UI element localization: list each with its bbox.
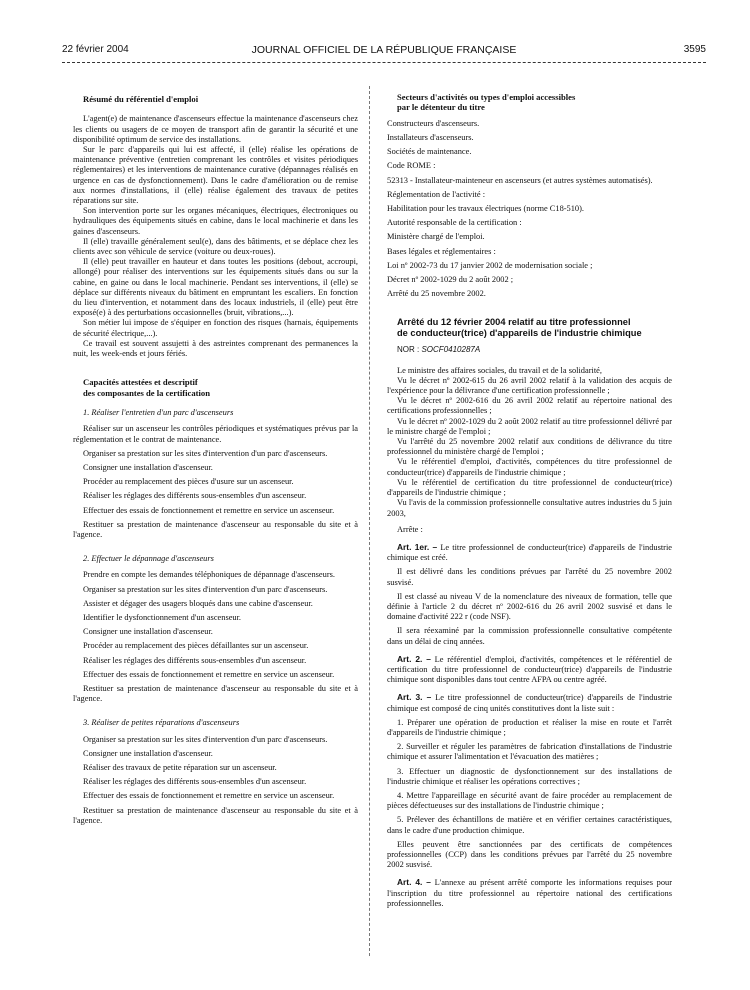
paragraph: Il sera réexaminé par la commission professionnelle consultative compétente dans un délai de cinq années. [387, 626, 672, 646]
article-4-text: L'annexe au présent arrêté comporte les informations requises pour l'inscription du titre professionnel au répertoire national des certifications professionnelles. [387, 878, 672, 908]
paragraph: Consigner une installation d'ascenseur. [83, 462, 213, 472]
article-2 [387, 654, 672, 686]
paragraph: Il (elle) peut travailler en hauteur et dans toutes les positions (debout, accroupi, allongé) pour réaliser des interventions sur les équipements situés dans ou sur la cabine, en gaine ou dans le local machinerie. Pendant ses interventions, il (elle) se déplace sur différents niveaux du bâtiment en empruntant les escaliers. En fonction du lieu d'intervention, et notamment dans des locaux industriels, il (elle) peut être exposé(e) à des perturbations occasionnelles (bruit, vibrations,...). [73, 257, 358, 318]
list-item: 5. Prélever des échantillons de matière et en vérifier certaines caractéristiques, dans le cadre d'une production chimique. [387, 815, 672, 835]
section-3-body [73, 735, 358, 826]
paragraph: Vu le référentiel de certification du titre professionnel de conducteur(trice) d'appareils de l'industrie chimique ; [387, 477, 672, 498]
arrete-word: Arrête : [397, 524, 423, 534]
article-1 [387, 542, 672, 563]
paragraph: Elles peuvent être sanctionnées par des certificats de compétences professionnelles (CCP) dans les conditions prévues par l'arrêté du 25 novembre 2002 susvisé. [387, 839, 672, 870]
paragraph: Réaliser les réglages des différents sous-ensembles d'un ascenseur. [83, 655, 307, 665]
paragraph: Effectuer des essais de fonctionnement et remettre en service un ascenseur. [83, 669, 335, 679]
section-2-title: 2. Effectuer le dépannage d'ascenseurs [83, 554, 214, 564]
list-line: Bases légales et réglementaires : [387, 246, 496, 256]
list-line: Installateurs d'ascenseurs. [387, 133, 474, 143]
capacites-title-line1: Capacités attestées et descriptif [83, 377, 198, 388]
nor-reference [387, 345, 672, 355]
paragraph: Vu l'avis de la commission professionnelle consultative autres industries du 5 juin 2003, [387, 498, 672, 518]
paragraph: Prendre en compte les demandes téléphoniques de dépannage d'ascenseurs. [83, 570, 335, 580]
list-line: Sociétés de maintenance. [387, 147, 472, 157]
paragraph: Réaliser les réglages des différents sous-ensembles d'un ascenseur. [83, 491, 307, 501]
nor-label: NOR : [397, 345, 420, 355]
list-line: Ministère chargé de l'emploi. [387, 232, 485, 242]
header-date: 22 février 2004 [62, 44, 129, 55]
capacites-title-line2: des composantes de la certification [83, 387, 210, 398]
secteurs-body [387, 119, 672, 300]
paragraph: Vu l'arrêté du 25 novembre 2002 relatif aux conditions de délivrance du titre professionnel du ministère chargé de l'emploi ; [387, 437, 672, 457]
right-column [387, 88, 672, 909]
article-3 [387, 692, 672, 713]
list-line: 52313 - Installateur-mainteneur en ascenseurs (et autres systèmes automatisés). [387, 175, 653, 185]
article-1-label: Art. 1er. – [397, 541, 438, 552]
paragraph: Le ministre des affaires sociales, du travail et de la solidarité, [397, 365, 602, 375]
paragraph: Son métier lui impose de s'équiper en fonction des risques (harnais, équipements de sécurité électrique,...). [73, 318, 358, 338]
arrete-title-line2: de conducteur(trice) d'appareils de l'industrie chimique [397, 328, 642, 339]
paragraph: Consigner une installation d'ascenseur. [83, 748, 213, 758]
article-4-label: Art. 4. – [397, 877, 431, 888]
section-1-body [73, 424, 358, 540]
paragraph: Vu le référentiel d'emploi, d'activités, compétences du titre professionnel de conducteur(trice) d'appareils de l'industrie chimique ; [387, 457, 672, 477]
paragraph: Réaliser des travaux de petite réparation sur un ascenseur. [83, 762, 277, 772]
left-column [73, 88, 358, 826]
paragraph: Effectuer des essais de fonctionnement et remettre en service un ascenseur. [83, 791, 335, 801]
article-2-text: Le référentiel d'emploi, d'activités, compétences et le référentiel de certification du titre professionnel de conducteur(trice) d'appareils de l'industrie chimique sont disponibles dans tout centre AFPA ou centre agréé. [387, 654, 672, 685]
paragraph: Restituer sa prestation de maintenance d'ascenseur au responsable du site et à l'agence. [73, 519, 358, 539]
paragraph: Restituer sa prestation de maintenance d'ascenseur au responsable du site et à l'agence. [73, 805, 358, 825]
arrete-title-line1: Arrêté du 12 février 2004 relatif au titre professionnel [397, 317, 631, 328]
paragraph: Procéder au remplacement des pièces défaillantes sur un ascenseur. [83, 641, 309, 651]
paragraph: Vu le décret nº 2002-1029 du 2 août 2002 relatif au titre professionnel délivré par le ministre chargé de l'emploi ; [387, 416, 672, 436]
paragraph: Procéder au remplacement des pièces d'usure sur un ascenseur. [83, 477, 294, 487]
list-item: 3. Effectuer un diagnostic de dysfonctionnement sur des installations de l'industrie chimique et réaliser les opérations correctives ; [387, 766, 672, 786]
paragraph: Effectuer des essais de fonctionnement et remettre en service un ascenseur. [83, 505, 335, 515]
paragraph: Restituer sa prestation de maintenance d'ascenseur au responsable du site et à l'agence. [73, 683, 358, 704]
paragraph: Ce travail est souvent assujetti à des astreintes comprenant des permanences la nuit, les week-ends et jours fériés. [73, 338, 358, 359]
paragraph: Identifier le dysfonctionnement d'un ascenseur. [83, 612, 242, 622]
paragraph: Organiser sa prestation sur les sites d'intervention d'un parc d'ascenseurs. [83, 734, 328, 744]
list-item: 1. Préparer une opération de production et réaliser la mise en route et l'arrêt d'appareils de l'industrie chimique ; [387, 717, 672, 737]
article-3-text: Le titre professionnel de conducteur(trice) d'appareils de l'industrie chimique est composé de cinq unités constitutives dont la liste suit : [387, 693, 673, 713]
paragraph: Son intervention porte sur les organes mécaniques, électriques, électroniques ou hydrauliques des équipements situés en cabine, dans le local machinerie et dans les gaines d'ascenseurs. [73, 206, 358, 236]
article-1-text: Le titre professionnel de conducteur(trice) d'appareils de l'industrie chimique est créé. [387, 542, 673, 563]
paragraph: Il est délivré dans les conditions prévues par l'arrêté du 25 novembre 2002 susvisé. [387, 567, 672, 587]
paragraph: L'agent(e) de maintenance d'ascenseurs effectue la maintenance d'ascenseurs chez les clients ou usagers de ce moyen de transport afin de garantir la sécurité et une disponibilité optimum de service des installations. [73, 114, 358, 144]
column-divider [369, 86, 370, 956]
paragraph: Vu le décret nº 2002-615 du 26 avril 2002 relatif à la validation des acquis de l'expérience pour la délivrance d'une certification professionnelle ; [387, 375, 672, 396]
list-line: Code ROME : [387, 161, 436, 171]
section-2-body [73, 570, 358, 704]
header-page-number: 3595 [683, 44, 706, 55]
list-line: Constructeurs d'ascenseurs. [387, 118, 480, 128]
header-journal-title: JOURNAL OFFICIEL DE LA RÉPUBLIQUE FRANÇAISE [251, 44, 517, 56]
paragraph: Réaliser sur un ascenseur les contrôles périodiques et systématiques prévus par la réglementation et le contrat de maintenance. [73, 424, 358, 444]
paragraph: Assister et dégager des usagers bloqués dans une cabine d'ascenseur. [83, 598, 313, 608]
secteurs-title-line2: par le détenteur du titre [397, 102, 485, 113]
article-3-label: Art. 3. – [397, 692, 432, 703]
list-line: Autorité responsable de la certification : [387, 218, 522, 228]
nor-value: SOCF0410287A [421, 345, 481, 355]
paragraph: Sur le parc d'appareils qui lui est affecté, il (elle) réalise les opérations de maintenance préventive (entretien comprenant les contrôles et visites périodiques réglementaires) et les interventions de maintenance curative (dépannages réalisés en urgence en cas de dysfonctionnement). Dans le cadre d'amélioration ou de remise aux normes d'installations, il (elle) réalise également des travaux de petites réparations sur site. [73, 145, 358, 206]
list-line: Loi nº 2002-73 du 17 janvier 2002 de modernisation sociale ; [387, 260, 593, 270]
header-divider [62, 62, 706, 63]
page-header [62, 44, 706, 60]
section-3-title: 3. Réaliser de petites réparations d'ascenseurs [83, 718, 240, 728]
list-item: 2. Surveiller et réguler les paramètres de fabrication d'installations de l'industrie chimique et assurer l'alimentation et l'évacuation des matières ; [387, 742, 672, 762]
paragraph: Il (elle) travaille généralement seul(e), dans des bâtiments, et se déplace chez les clients avec son véhicule de service (voiture ou deux-roues). [73, 236, 358, 257]
paragraph: Organiser sa prestation sur les sites d'intervention d'un parc d'ascenseurs. [83, 448, 328, 458]
paragraph: Vu le décret nº 2002-616 du 26 avril 2002 relatif au répertoire national des certifications professionnelles ; [387, 396, 672, 416]
visas-body [387, 366, 672, 519]
article-4 [387, 877, 672, 909]
resume-body [73, 114, 358, 359]
list-item: 4. Mettre l'appareillage en sécurité avant de faire procéder au remplacement de pièces défectueuses sur des installations de l'industrie chimique ; [387, 790, 672, 811]
list-line: Arrêté du 25 novembre 2002. [387, 289, 486, 299]
section-1-title: 1. Réaliser l'entretien d'un parc d'ascenseurs [83, 408, 234, 418]
resume-title: Résumé du référentiel d'emploi [83, 94, 199, 104]
paragraph: Il est classé au niveau V de la nomenclature des niveaux de formation, telle que définie à l'article 2 du décret nº 2002-616 du 26 avril 2002 susvisé et dans le domaine d'activité 222 r (code NSF). [387, 591, 672, 622]
article-2-label: Art. 2. – [397, 653, 431, 664]
secteurs-title-line1: Secteurs d'activités ou types d'emploi accessibles [397, 92, 576, 102]
list-line: Habilitation pour les travaux électriques (norme C18-510). [387, 204, 584, 214]
list-line: Réglementation de l'activité : [387, 189, 486, 199]
paragraph: Organiser sa prestation sur les sites d'intervention d'un parc d'ascenseurs. [83, 584, 328, 594]
paragraph: Réaliser les réglages des différents sous-ensembles d'un ascenseur. [83, 777, 307, 787]
list-line: Décret nº 2002-1029 du 2 août 2002 ; [387, 275, 514, 285]
paragraph: Consigner une installation d'ascenseur. [83, 627, 213, 637]
